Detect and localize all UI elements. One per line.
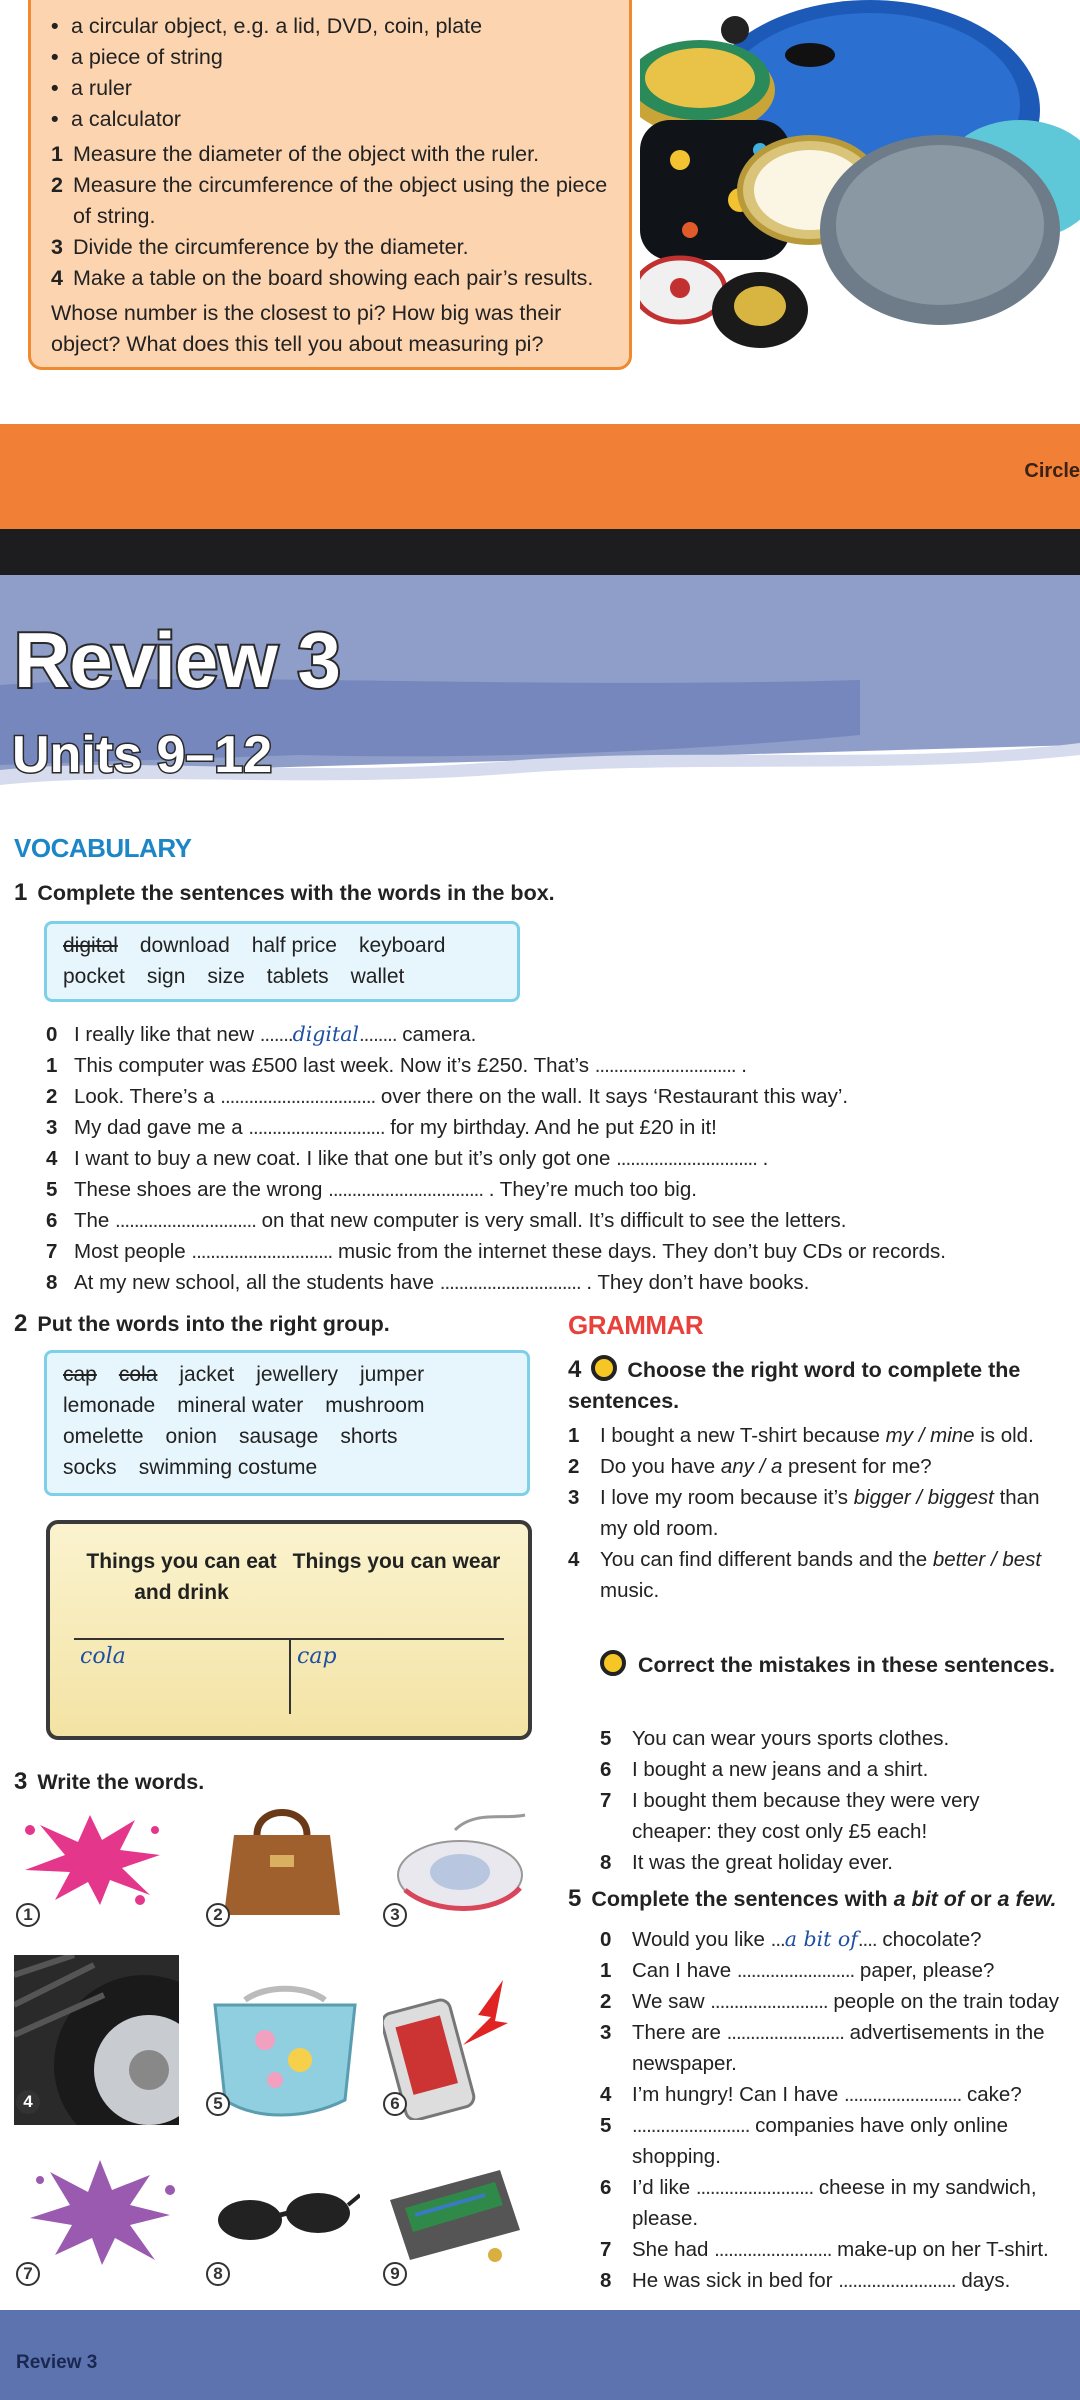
list-item: 7 She had ......................... make-up on her T-shirt. <box>600 2238 1049 2261</box>
list-item: 4 Make a table on the board showing each pair’s results. <box>51 266 594 290</box>
page-subtitle: Units 9–12 <box>12 726 273 784</box>
list-item: 0 Would you like ...a bit of.... chocolate? <box>600 1927 982 1951</box>
list-item: 6 I bought a new jeans and a shirt. <box>600 1758 929 1781</box>
activity-question: Whose number is the closest to pi? How big was their object? What does this tell you about measuring pi? <box>51 301 562 356</box>
word-box-2 <box>44 1350 530 1496</box>
grammar-icon <box>591 1355 617 1381</box>
wallet-image <box>385 2160 525 2270</box>
exercise-5-heading: 5 Complete the sentences with a bit of or a few. <box>568 1885 1057 1912</box>
picture-number: 5 <box>206 2092 230 2116</box>
list-item: 3 Divide the circumference by the diameter. <box>51 235 469 259</box>
list-item: 6 I’d like ......................... cheese in my sandwich, please. <box>600 2176 1037 2230</box>
picture-number: 3 <box>383 1903 407 1927</box>
list-item: 7 Most people .............................. music from the internet these days. They don’t buy CDs or records. <box>46 1240 946 1263</box>
list-item: 2 Look. There’s a ................................. over there on the wall. It says ‘Restaurant this way’. <box>46 1085 849 1108</box>
answer-text: a bit of <box>784 1927 858 1951</box>
page-title: Review 3 <box>14 616 340 704</box>
list-item: 1 Measure the diameter of the object with the ruler. <box>51 142 540 166</box>
list-item: 0 I really like that new .......digital........ camera. <box>46 1022 477 1046</box>
exercise-1-sentences <box>46 1019 1076 1298</box>
list-item: 4 You can find different bands and the better / best music. <box>568 1548 1042 1602</box>
list-item: 3 My dad gave me a ............................. for my birthday. And he put £20 in it! <box>46 1116 717 1139</box>
circular-objects-photo <box>640 0 1080 370</box>
list-item: 3 I love my room because it’s bigger / biggest than my old room. <box>568 1486 1040 1540</box>
word: cola <box>118 1363 158 1386</box>
exercise-1-heading: 1 Complete the sentences with the words in the box. <box>14 879 555 906</box>
list-item: 2 Do you have any / a present for me? <box>568 1455 932 1478</box>
steps-list <box>51 139 609 294</box>
word: mushroom <box>325 1394 425 1417</box>
word: swimming costume <box>138 1456 318 1479</box>
list-item: • a calculator <box>51 104 609 135</box>
picture-number: 7 <box>16 2262 40 2286</box>
computer-mouse-image <box>395 1810 535 1920</box>
list-item: 7 I bought them because they were very cheaper: they cost only £5 each! <box>600 1789 980 1843</box>
picture-number: 4 <box>16 2090 40 2114</box>
picture-number: 9 <box>383 2262 407 2286</box>
handbag-image <box>222 1800 342 1920</box>
word: mineral water <box>177 1394 304 1417</box>
footer-label: Review 3 <box>16 2352 98 2373</box>
exercise-4-items <box>568 1420 1068 1606</box>
list-item: 4 I’m hungry! Can I have ......................... cake? <box>600 2083 1022 2106</box>
review-header <box>0 575 1080 805</box>
word: shorts <box>340 1425 398 1448</box>
list-item: 4 I want to buy a new coat. I like that one but it’s only got one .............................. . <box>46 1147 769 1170</box>
list-item: 1 I bought a new T-shirt because my / mine is old. <box>568 1424 1034 1447</box>
column-header: Things you can eat and drink <box>86 1550 277 1604</box>
divider <box>289 1638 291 1714</box>
activity-box <box>28 0 632 370</box>
list-item: • a piece of string <box>51 42 609 73</box>
word: omelette <box>63 1425 144 1448</box>
vocabulary-heading: VOCABULARY <box>14 833 192 863</box>
word: lemonade <box>63 1394 156 1417</box>
picture-number: 8 <box>206 2262 230 2286</box>
band-label: Circle <box>1024 460 1080 482</box>
list-item: • a circular object, e.g. a lid, DVD, coin, plate <box>51 11 609 42</box>
divider <box>0 529 1080 575</box>
paint-splash-image <box>10 1800 170 1910</box>
column-header: Things you can wear <box>292 1550 501 1573</box>
word-box-1: digital download half price keyboard pocket sign size tablets wallet <box>44 921 520 1002</box>
exercise-2-heading: 2 Put the words into the right group. <box>14 1310 390 1337</box>
grammar-heading: GRAMMAR <box>568 1310 704 1340</box>
list-item: • a ruler <box>51 73 609 104</box>
picture-number: 1 <box>16 1903 40 1927</box>
picture-number: 6 <box>383 2092 407 2116</box>
word: sausage <box>238 1425 319 1448</box>
list-item: 5 ......................... companies have only online shopping. <box>600 2114 1009 2168</box>
list-item: 5 These shoes are the wrong ................................. . They’re much too big. <box>46 1178 697 1201</box>
word: onion <box>165 1425 217 1448</box>
exercise-5-items <box>600 1924 1078 2296</box>
exercise-4b-items <box>600 1723 1060 1878</box>
exercise-4-heading: 4 Choose the right word to complete the sentences. <box>568 1356 1021 1413</box>
list-item: 2 Measure the circumference of the object using the piece of string. <box>51 173 608 228</box>
chapter-band <box>0 424 1080 529</box>
grammar-icon <box>600 1650 626 1676</box>
sunglasses-image <box>210 2175 360 2255</box>
list-item: 1 Can I have ......................... paper, please? <box>600 1959 995 1982</box>
word: jewellery <box>256 1363 338 1386</box>
picture-number: 2 <box>206 1903 230 1927</box>
exercise-4b-heading: Correct the mistakes in these sentences. <box>600 1650 1070 1681</box>
exercise-3-heading: 3 Write the words. <box>14 1768 205 1795</box>
list-item: 8 At my new school, all the students have .............................. . They don’t have books. <box>46 1271 810 1294</box>
word: jacket <box>179 1363 235 1386</box>
word: jumper <box>359 1363 425 1386</box>
list-item: 1 This computer was £500 last week. Now it’s £250. That’s .............................. . <box>46 1054 748 1077</box>
word: cap <box>63 1363 97 1386</box>
list-item: 8 He was sick in bed for ......................... days. <box>600 2269 1011 2292</box>
materials-list <box>51 11 609 135</box>
list-item: 2 We saw ......................... people on the train today <box>600 1990 1059 2013</box>
list-item: 5 You can wear yours sports clothes. <box>600 1727 950 1750</box>
answer-text: digital <box>292 1022 359 1046</box>
table-cell: cola <box>80 1644 126 1669</box>
list-item: 3 There are ......................... advertisements in the newspaper. <box>600 2021 1045 2075</box>
grouping-table <box>46 1520 532 1740</box>
list-item: 6 The .............................. on that new computer is very small. It’s difficult to see the letters. <box>46 1209 847 1232</box>
word: socks <box>63 1456 117 1479</box>
purple-splash-image <box>20 2150 180 2270</box>
list-item: 8 It was the great holiday ever. <box>600 1851 893 1874</box>
table-cell: cap <box>297 1644 337 1669</box>
footer-band <box>0 2310 1080 2400</box>
